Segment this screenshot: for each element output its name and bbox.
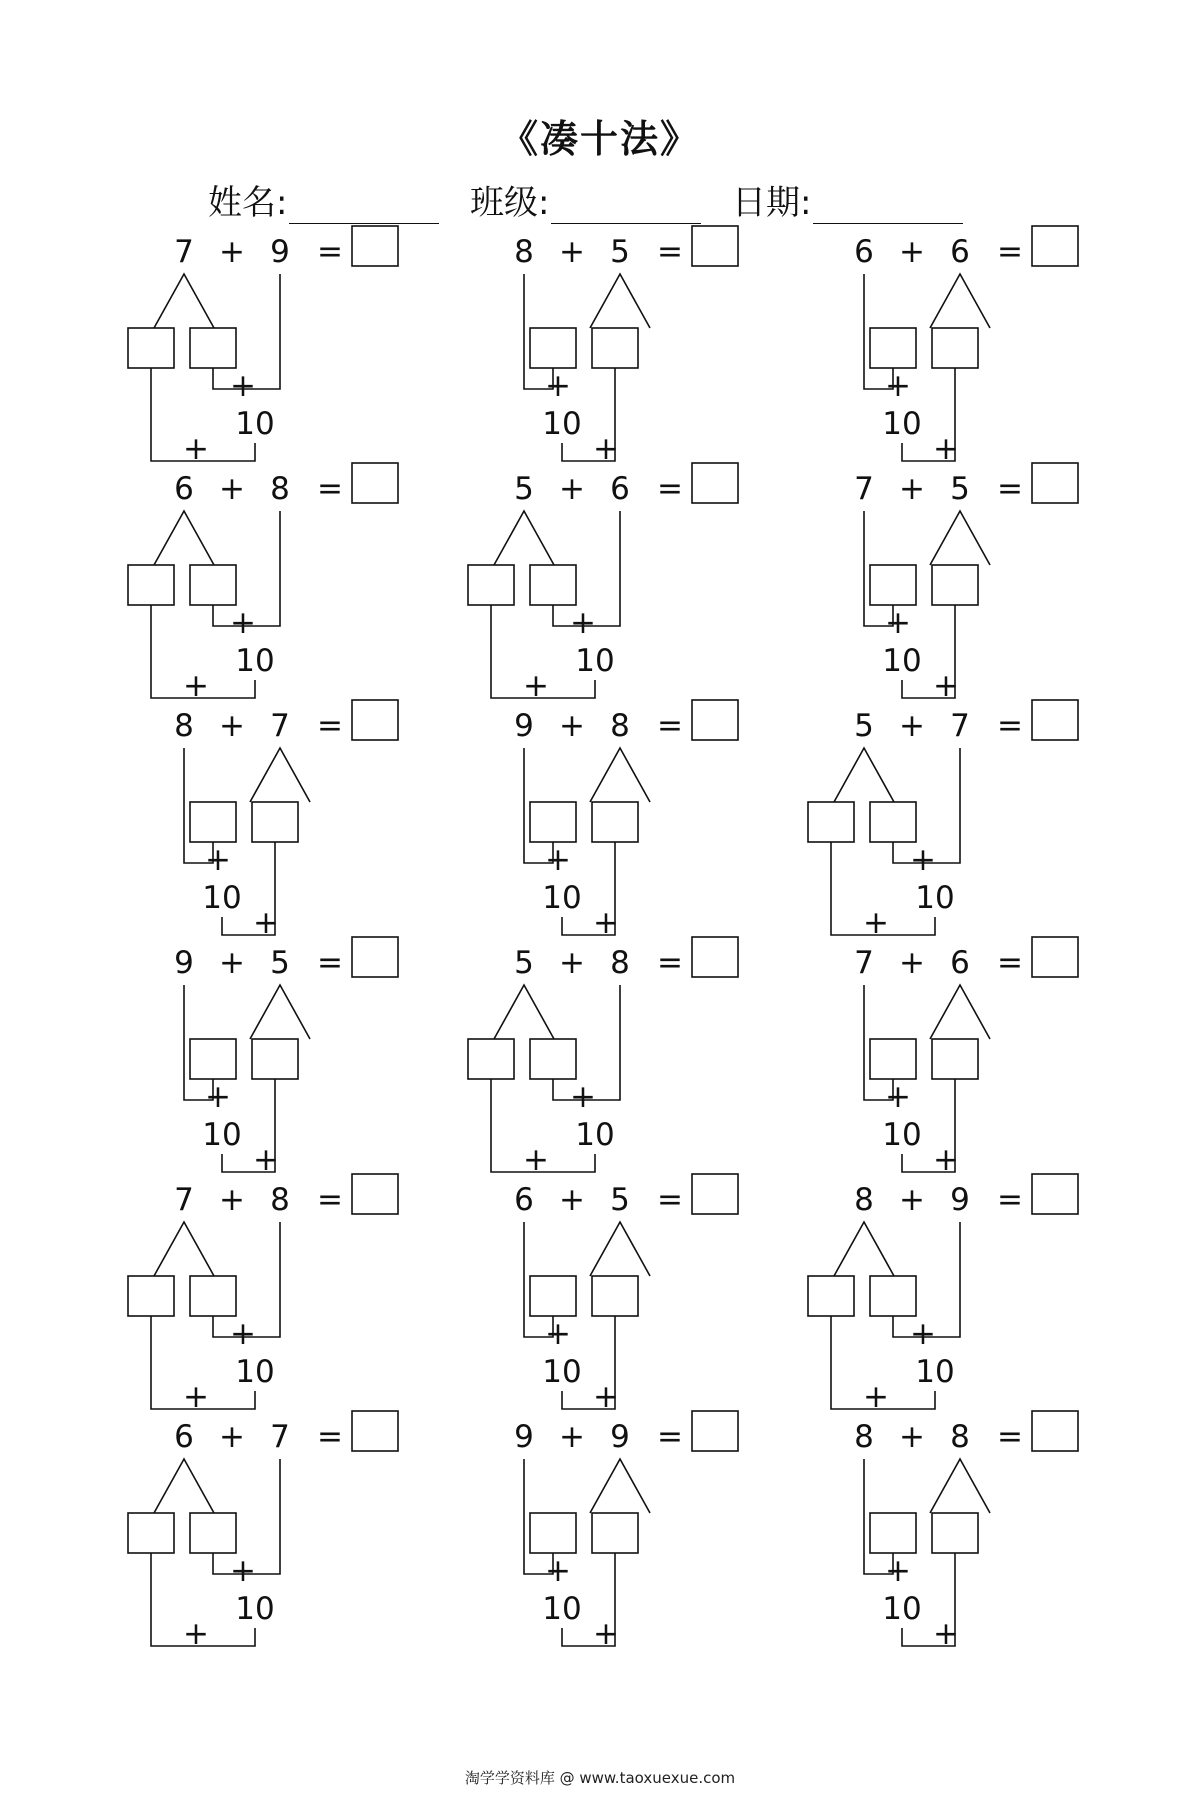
answer-box[interactable] (352, 226, 398, 266)
plus-sign: + (559, 708, 585, 744)
outer-plus: + (183, 668, 209, 704)
problem-16 (128, 1411, 398, 1652)
equals-sign: = (317, 945, 343, 981)
plus-sign: + (219, 1419, 245, 1455)
connector-line (590, 1222, 650, 1276)
split-box-left[interactable] (808, 1276, 854, 1316)
inner-plus: + (545, 1553, 571, 1589)
split-box-left[interactable] (870, 328, 916, 368)
ten-label: 10 (542, 1591, 582, 1627)
answer-box[interactable] (352, 463, 398, 503)
problem-2 (514, 226, 738, 467)
name-label: 姓名: (208, 183, 288, 223)
answer-box[interactable] (1032, 700, 1078, 740)
addend-b: 9 (610, 1419, 630, 1455)
addend-a: 7 (854, 471, 874, 507)
inner-plus: + (885, 1079, 911, 1115)
addend-b: 7 (950, 708, 970, 744)
answer-box[interactable] (1032, 226, 1078, 266)
addend-b: 7 (270, 1419, 290, 1455)
connector-line (590, 1459, 650, 1513)
plus-sign: + (219, 708, 245, 744)
equals-sign: = (657, 1419, 683, 1455)
split-box-right[interactable] (932, 1039, 978, 1079)
equals-sign: = (317, 708, 343, 744)
answer-box[interactable] (692, 1174, 738, 1214)
connector-line (590, 748, 650, 802)
split-box-left[interactable] (530, 328, 576, 368)
addend-b: 9 (270, 234, 290, 270)
ten-label: 10 (235, 1354, 275, 1390)
addend-a: 7 (854, 945, 874, 981)
plus-sign: + (899, 708, 925, 744)
split-box-left[interactable] (128, 1513, 174, 1553)
connector-line (930, 1459, 990, 1513)
addend-a: 6 (514, 1182, 534, 1218)
answer-box[interactable] (352, 1174, 398, 1214)
connector-line (930, 985, 990, 1039)
addend-a: 6 (174, 1419, 194, 1455)
equals-sign: = (997, 1419, 1023, 1455)
answer-box[interactable] (352, 1411, 398, 1451)
split-box-right[interactable] (592, 802, 638, 842)
equals-sign: = (997, 708, 1023, 744)
split-box-left[interactable] (870, 1513, 916, 1553)
answer-box[interactable] (1032, 1411, 1078, 1451)
ten-label: 10 (575, 1117, 615, 1153)
problem-18 (854, 1411, 1078, 1652)
plus-sign: + (559, 234, 585, 270)
inner-plus: + (570, 605, 596, 641)
problem-1 (128, 226, 398, 467)
worksheet-title: 《凑十法》 (499, 117, 700, 161)
connector-line (930, 511, 990, 565)
addend-b: 8 (610, 708, 630, 744)
split-box-right[interactable] (190, 1513, 236, 1553)
plus-sign: + (899, 234, 925, 270)
addend-b: 5 (610, 234, 630, 270)
equals-sign: = (657, 234, 683, 270)
addend-a: 8 (854, 1182, 874, 1218)
split-box-right[interactable] (592, 328, 638, 368)
answer-box[interactable] (352, 700, 398, 740)
outer-plus: + (523, 668, 549, 704)
plus-sign: + (559, 1419, 585, 1455)
split-box-right[interactable] (530, 1039, 576, 1079)
connector-line (834, 1222, 894, 1276)
ten-label: 10 (542, 880, 582, 916)
answer-box[interactable] (692, 700, 738, 740)
split-box-right[interactable] (190, 565, 236, 605)
addend-b: 5 (270, 945, 290, 981)
inner-plus: + (230, 605, 256, 641)
plus-sign: + (219, 945, 245, 981)
plus-sign: + (559, 471, 585, 507)
problem-6 (854, 463, 1078, 704)
ten-label: 10 (542, 406, 582, 442)
inner-plus: + (205, 1079, 231, 1115)
addend-b: 6 (610, 471, 630, 507)
date-label: 日期: (732, 183, 812, 223)
ten-label: 10 (235, 1591, 275, 1627)
addend-a: 6 (174, 471, 194, 507)
addend-b: 6 (950, 234, 970, 270)
connector-line (154, 511, 214, 565)
outer-plus: + (863, 905, 889, 941)
addend-b: 8 (610, 945, 630, 981)
outer-plus: + (253, 1142, 279, 1178)
split-box-right[interactable] (592, 1513, 638, 1553)
split-box-right[interactable] (530, 565, 576, 605)
connector-line (834, 748, 894, 802)
addend-a: 9 (174, 945, 194, 981)
inner-plus: + (230, 1316, 256, 1352)
split-box-right[interactable] (190, 328, 236, 368)
plus-sign: + (219, 234, 245, 270)
connector-line (494, 511, 554, 565)
problem-4 (128, 463, 398, 704)
plus-sign: + (559, 1182, 585, 1218)
equals-sign: = (997, 234, 1023, 270)
problem-5 (468, 463, 738, 704)
outer-plus: + (593, 905, 619, 941)
addend-b: 5 (610, 1182, 630, 1218)
outer-plus: + (183, 431, 209, 467)
ten-label: 10 (915, 880, 955, 916)
connector-line (250, 985, 310, 1039)
inner-plus: + (910, 1316, 936, 1352)
answer-box[interactable] (352, 937, 398, 977)
equals-sign: = (317, 471, 343, 507)
answer-box[interactable] (1032, 937, 1078, 977)
ten-label: 10 (235, 643, 275, 679)
problem-7 (174, 700, 398, 941)
problem-8 (514, 700, 738, 941)
split-box-left[interactable] (468, 1039, 514, 1079)
split-box-right[interactable] (190, 1276, 236, 1316)
split-box-left[interactable] (870, 1039, 916, 1079)
outer-plus: + (183, 1616, 209, 1652)
outer-plus: + (933, 668, 959, 704)
ten-label: 10 (882, 643, 922, 679)
ten-label: 10 (882, 1591, 922, 1627)
outer-plus: + (933, 1142, 959, 1178)
addend-a: 7 (174, 234, 194, 270)
addend-b: 5 (950, 471, 970, 507)
connector-line (154, 274, 214, 328)
answer-box[interactable] (692, 226, 738, 266)
addend-a: 9 (514, 1419, 534, 1455)
plus-sign: + (899, 471, 925, 507)
inner-plus: + (570, 1079, 596, 1115)
outer-plus: + (933, 1616, 959, 1652)
equals-sign: = (317, 1182, 343, 1218)
outer-plus: + (593, 1616, 619, 1652)
ten-label: 10 (235, 406, 275, 442)
equals-sign: = (997, 1182, 1023, 1218)
split-box-right[interactable] (932, 565, 978, 605)
split-box-left[interactable] (530, 1513, 576, 1553)
plus-sign: + (219, 1182, 245, 1218)
inner-plus: + (910, 842, 936, 878)
addend-a: 8 (514, 234, 534, 270)
connector-line (930, 274, 990, 328)
problem-15 (808, 1174, 1078, 1415)
inner-plus: + (230, 368, 256, 404)
addend-b: 7 (270, 708, 290, 744)
split-box-left[interactable] (190, 1039, 236, 1079)
answer-box[interactable] (1032, 1174, 1078, 1214)
plus-sign: + (899, 1182, 925, 1218)
outer-plus: + (523, 1142, 549, 1178)
addend-b: 9 (950, 1182, 970, 1218)
addend-b: 8 (270, 471, 290, 507)
equals-sign: = (657, 471, 683, 507)
connector-line (590, 274, 650, 328)
equals-sign: = (997, 945, 1023, 981)
inner-plus: + (230, 1553, 256, 1589)
outer-plus: + (593, 1379, 619, 1415)
outer-plus: + (593, 431, 619, 467)
answer-box[interactable] (1032, 463, 1078, 503)
equals-sign: = (657, 1182, 683, 1218)
inner-plus: + (885, 368, 911, 404)
ten-label: 10 (882, 406, 922, 442)
inner-plus: + (885, 605, 911, 641)
plus-sign: + (899, 1419, 925, 1455)
connector-line (154, 1222, 214, 1276)
class-label: 班级: (470, 183, 550, 223)
outer-plus: + (253, 905, 279, 941)
outer-plus: + (863, 1379, 889, 1415)
problem-14 (514, 1174, 738, 1415)
inner-plus: + (885, 1553, 911, 1589)
plus-sign: + (219, 471, 245, 507)
answer-box[interactable] (692, 1411, 738, 1451)
split-box-right[interactable] (870, 802, 916, 842)
outer-plus: + (183, 1379, 209, 1415)
addend-a: 5 (514, 945, 534, 981)
equals-sign: = (997, 471, 1023, 507)
split-box-left[interactable] (468, 565, 514, 605)
problem-3 (854, 226, 1078, 467)
outer-plus: + (933, 431, 959, 467)
split-box-left[interactable] (128, 328, 174, 368)
inner-plus: + (545, 1316, 571, 1352)
addend-a: 8 (174, 708, 194, 744)
addend-a: 9 (514, 708, 534, 744)
split-box-left[interactable] (190, 802, 236, 842)
footer-credit: 淘学学资料库 @ www.taoxuexue.com (464, 1769, 736, 1787)
ten-label: 10 (542, 1354, 582, 1390)
problem-11 (468, 937, 738, 1178)
inner-plus: + (545, 842, 571, 878)
addend-a: 8 (854, 1419, 874, 1455)
connector-line (154, 1459, 214, 1513)
connector-line (250, 748, 310, 802)
ten-label: 10 (915, 1354, 955, 1390)
plus-sign: + (899, 945, 925, 981)
addend-a: 5 (514, 471, 534, 507)
split-box-left[interactable] (870, 565, 916, 605)
addend-a: 5 (854, 708, 874, 744)
split-box-right[interactable] (592, 1276, 638, 1316)
equals-sign: = (317, 234, 343, 270)
addend-b: 8 (270, 1182, 290, 1218)
answer-box[interactable] (692, 937, 738, 977)
split-box-left[interactable] (128, 1276, 174, 1316)
ten-label: 10 (882, 1117, 922, 1153)
addend-b: 8 (950, 1419, 970, 1455)
plus-sign: + (559, 945, 585, 981)
split-box-right[interactable] (932, 1513, 978, 1553)
equals-sign: = (317, 1419, 343, 1455)
connector-line (494, 985, 554, 1039)
problem-12 (854, 937, 1078, 1178)
split-box-left[interactable] (808, 802, 854, 842)
split-box-right[interactable] (252, 802, 298, 842)
problem-13 (128, 1174, 398, 1415)
addend-a: 7 (174, 1182, 194, 1218)
problem-17 (514, 1411, 738, 1652)
split-box-left[interactable] (530, 1276, 576, 1316)
addend-a: 6 (854, 234, 874, 270)
split-box-right[interactable] (252, 1039, 298, 1079)
split-box-left[interactable] (530, 802, 576, 842)
problem-9 (808, 700, 1078, 941)
inner-plus: + (205, 842, 231, 878)
problem-10 (174, 937, 398, 1178)
ten-label: 10 (202, 880, 242, 916)
inner-plus: + (545, 368, 571, 404)
addend-b: 6 (950, 945, 970, 981)
split-box-right[interactable] (870, 1276, 916, 1316)
split-box-right[interactable] (932, 328, 978, 368)
equals-sign: = (657, 708, 683, 744)
ten-label: 10 (202, 1117, 242, 1153)
split-box-left[interactable] (128, 565, 174, 605)
answer-box[interactable] (692, 463, 738, 503)
equals-sign: = (657, 945, 683, 981)
ten-label: 10 (575, 643, 615, 679)
